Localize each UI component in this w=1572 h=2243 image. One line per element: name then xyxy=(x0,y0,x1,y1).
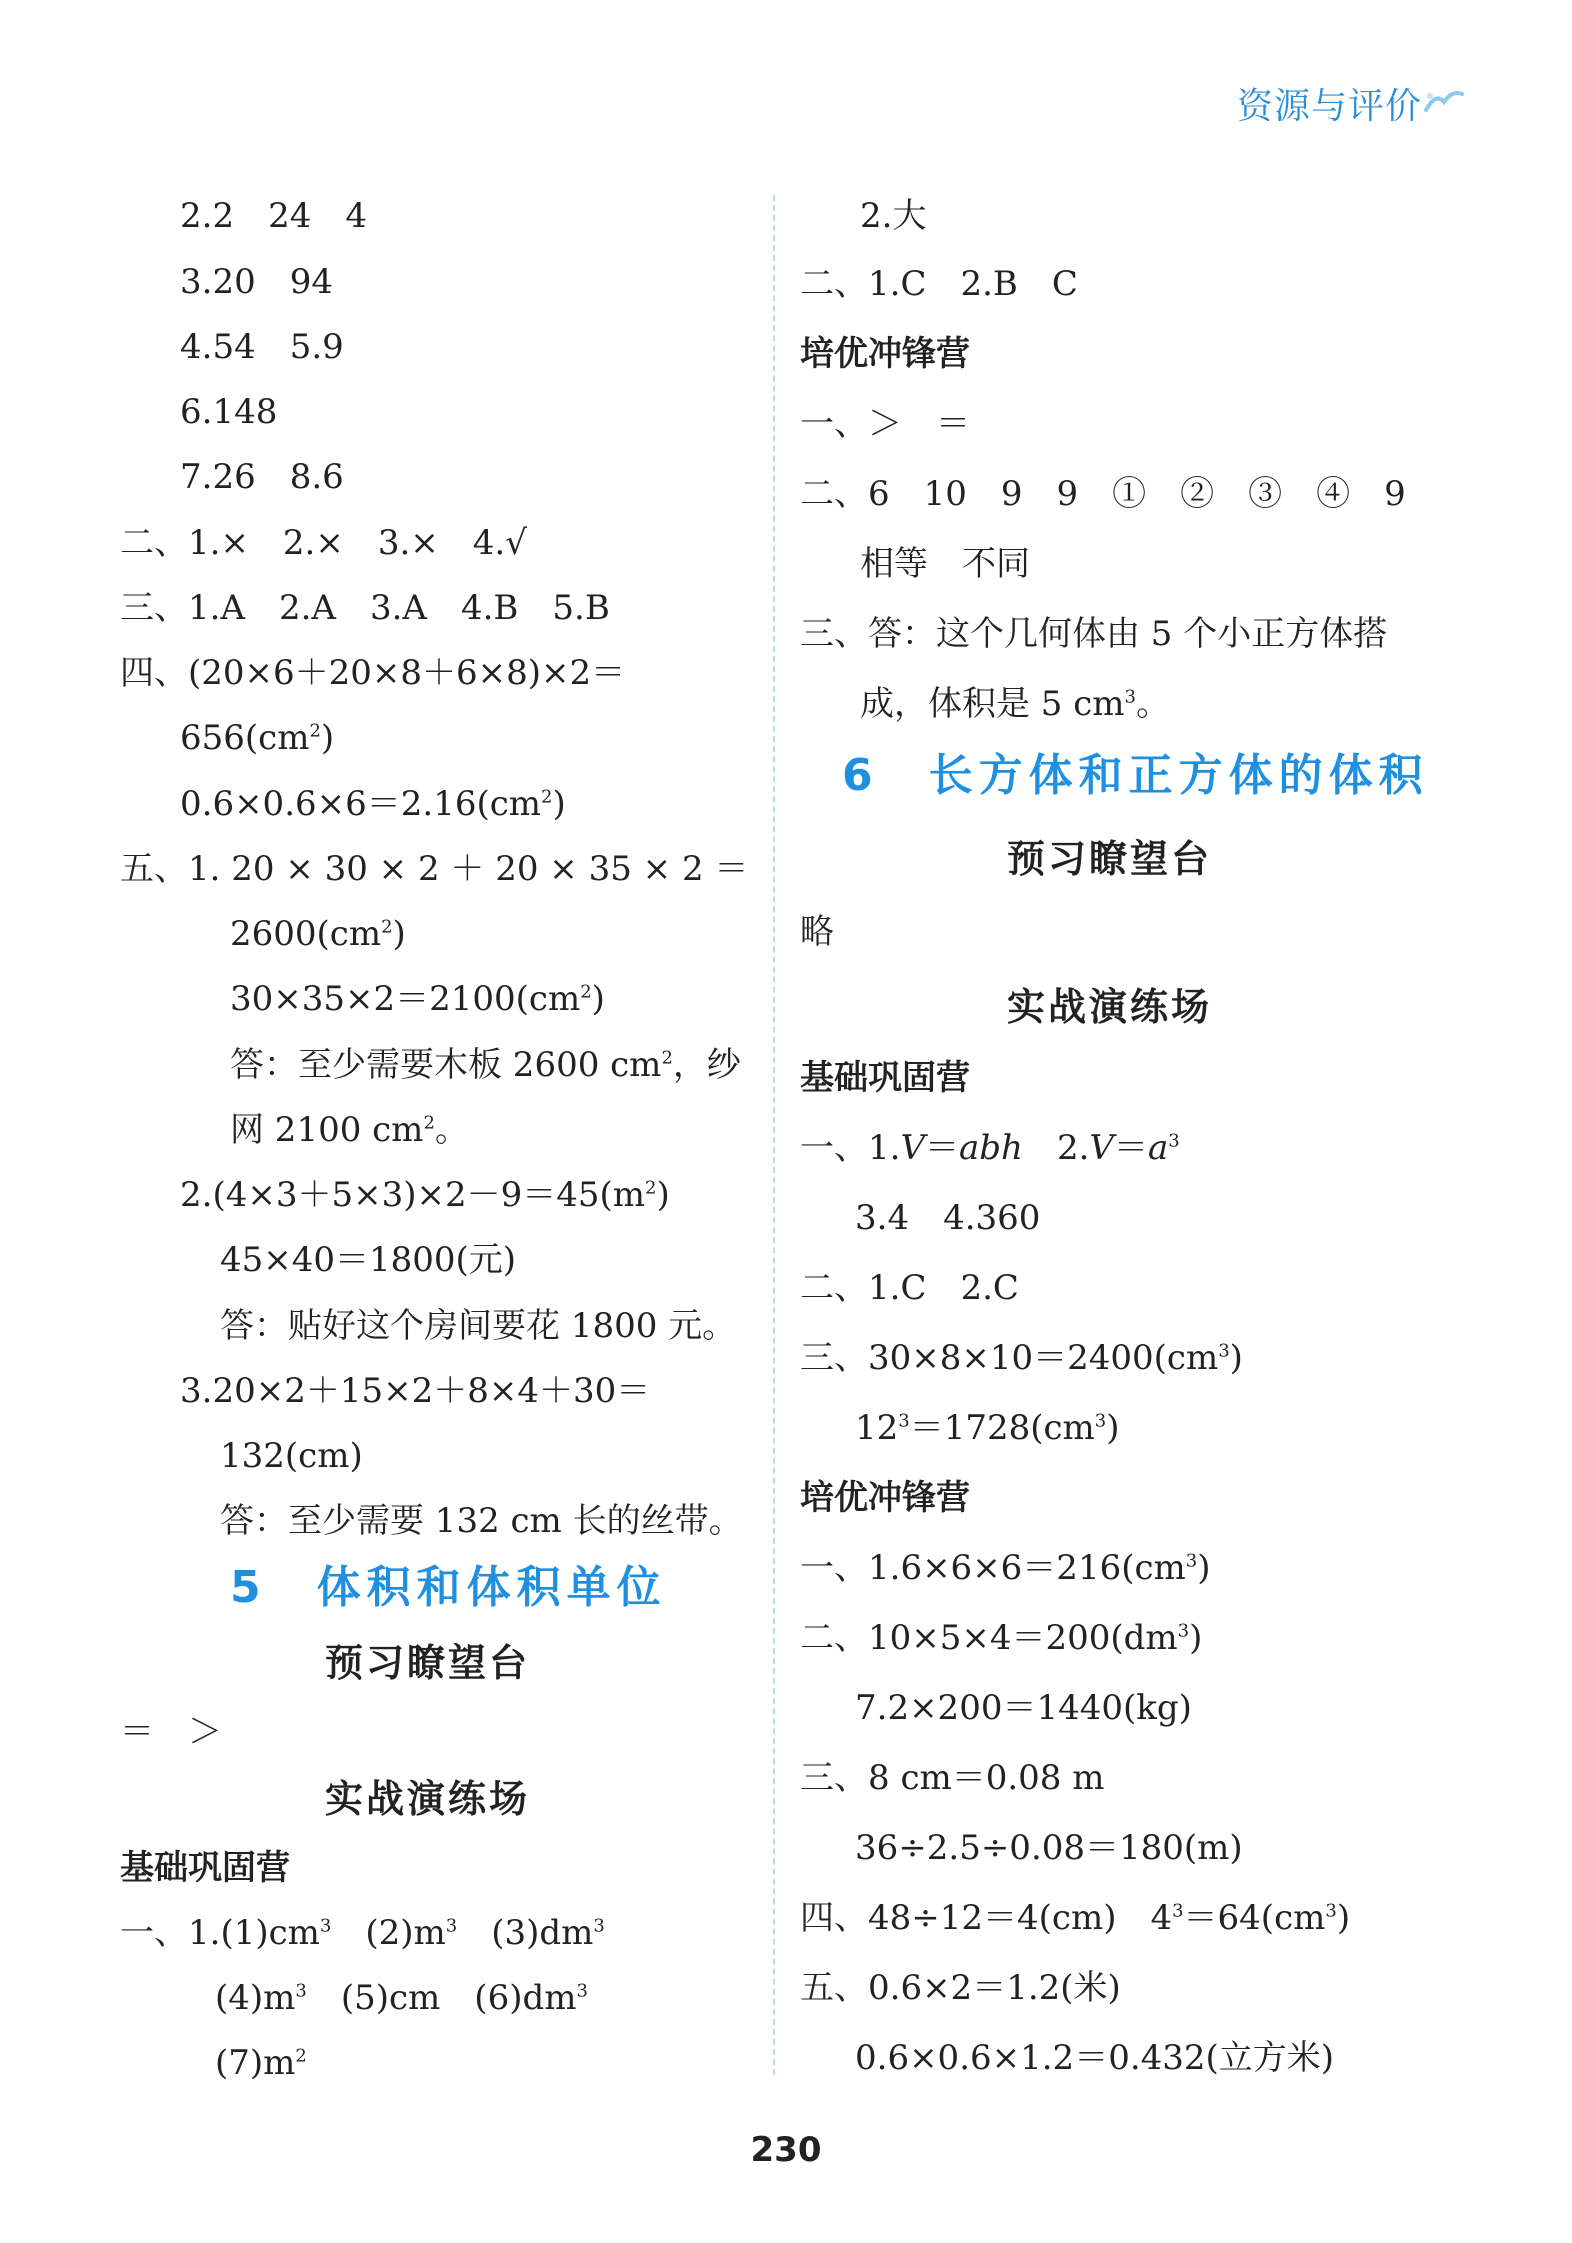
column-divider xyxy=(773,195,775,2075)
answer-line: 36÷2.5÷0.08＝180(m) xyxy=(855,1828,1243,1868)
answer-line: $2.(4\times 3+5\times 3)\times 2-9=45(m^2)$ xyxy=(180,1175,670,1215)
answer-line: 四、(20×6＋20×8＋6×8)×2＝ xyxy=(120,653,626,693)
category-heading: 基础巩固营 xyxy=(800,1058,970,1098)
answer-line: 一、$1.6\times 6\times 6=216(cm^3)$ xyxy=(800,1548,1211,1588)
answer-line: $12^3=1728(cm^3)$ xyxy=(855,1408,1120,1448)
answer-line: 一、1.V＝abh $2.V=a^3$ xyxy=(800,1128,1180,1168)
answer-line: 五、1. 20 × 30 × 2 ＋ 20 × 35 × 2 ＝ xyxy=(120,849,749,889)
header-title: 资源与评价 xyxy=(1236,86,1422,127)
answer-line: 三、答：这个几何体由 5 个小正方体搭 xyxy=(800,614,1388,654)
subsection-title: 实战演练场 xyxy=(1007,985,1213,1029)
answer-line: 2.大 xyxy=(860,196,927,236)
answer-line: 3.20 94 xyxy=(180,262,333,302)
category-heading: 基础巩固营 xyxy=(120,1848,290,1888)
answer-line: 成，体积是 5 $cm^3$。 xyxy=(860,684,1170,724)
answer-line: 0.6×0.6×1.2＝0.432(立方米) xyxy=(855,2038,1335,2078)
answer-line: 网 2100 $cm^2$。 xyxy=(230,1110,469,1150)
answer-line: ＝ ＞ xyxy=(120,1712,222,1752)
section-title-6: 6 长方体和正方体的体积 xyxy=(842,750,1429,801)
answer-line: 略 xyxy=(800,912,834,952)
answer-line: 二、1.C 2.C xyxy=(800,1268,1019,1308)
answer-line: 45×40＝1800(元) xyxy=(220,1240,517,1280)
answer-line: $30\times 35\times 2=2100(cm^2)$ xyxy=(230,979,605,1019)
answer-line: 五、0.6×2＝1.2(米) xyxy=(800,1968,1121,2008)
answer-line: 7.26 8.6 xyxy=(180,457,344,497)
answer-line: 二、1.C 2.B C xyxy=(800,264,1078,304)
answer-line: 三、8 cm＝0.08 m xyxy=(800,1758,1105,1798)
answer-line: 一、＞ ＝ xyxy=(800,404,970,444)
answer-line: 4.54 5.9 xyxy=(180,327,344,367)
header-decoration-icon xyxy=(1424,88,1464,114)
answer-line: 二、1.× 2.× 3.× 4.√ xyxy=(120,523,527,563)
answer-line: 三、1.A 2.A 3.A 4.B 5.B xyxy=(120,588,610,628)
answer-line: 6.148 xyxy=(180,392,278,432)
answer-line: 二、$10\times 5\times 4=200(dm^3)$ xyxy=(800,1618,1203,1658)
answer-line: $(4)m^3$ (5)cm $(6)dm^3$ xyxy=(215,1978,588,2018)
answer-line: 答：贴好这个房间要花 1800 元。 xyxy=(220,1306,737,1346)
answer-line: 二、6 10 9 9 ① ② ③ ④ 9 xyxy=(800,474,1406,514)
answer-line: 3.20×2＋15×2＋8×4＋30＝ xyxy=(180,1371,651,1411)
answer-line: $0.6\times 0.6\times 6=2.16(cm^2)$ xyxy=(180,784,566,824)
answer-line: 答：至少需要 132 cm 长的丝带。 xyxy=(220,1501,743,1541)
answer-line: $(7)m^2$ xyxy=(215,2043,307,2083)
answer-line: $656(cm^2)$ xyxy=(180,718,335,758)
answer-line: 2.2 24 4 xyxy=(180,196,367,236)
answer-line: 132(cm) xyxy=(220,1436,363,1476)
answer-line: 四、48÷12＝4(cm) $4^3=64(cm^3)$ xyxy=(800,1898,1351,1938)
subsection-title: 实战演练场 xyxy=(325,1777,531,1821)
answer-line: 相等 不同 xyxy=(860,544,1030,584)
answer-line: 三、$30\times 8\times 10=2400(cm^3)$ xyxy=(800,1338,1243,1378)
category-heading: 培优冲锋营 xyxy=(800,1478,970,1518)
page-number: 230 xyxy=(750,2130,822,2170)
subsection-title: 预习瞭望台 xyxy=(1007,837,1213,881)
answer-line: 答：至少需要木板 2600 $cm^2$，纱 xyxy=(230,1045,741,1085)
subsection-title: 预习瞭望台 xyxy=(325,1641,531,1685)
answer-line: $2600(cm^2)$ xyxy=(230,914,406,954)
answer-line: 7.2×200＝1440(kg) xyxy=(855,1688,1192,1728)
section-title-5: 5 体积和体积单位 xyxy=(230,1562,667,1613)
answer-line: 一、$1.(1)cm^3$ $(2)m^3$ $(3)dm^3$ xyxy=(120,1913,605,1953)
category-heading: 培优冲锋营 xyxy=(800,334,970,374)
answer-line: 3.4 4.360 xyxy=(855,1198,1041,1238)
